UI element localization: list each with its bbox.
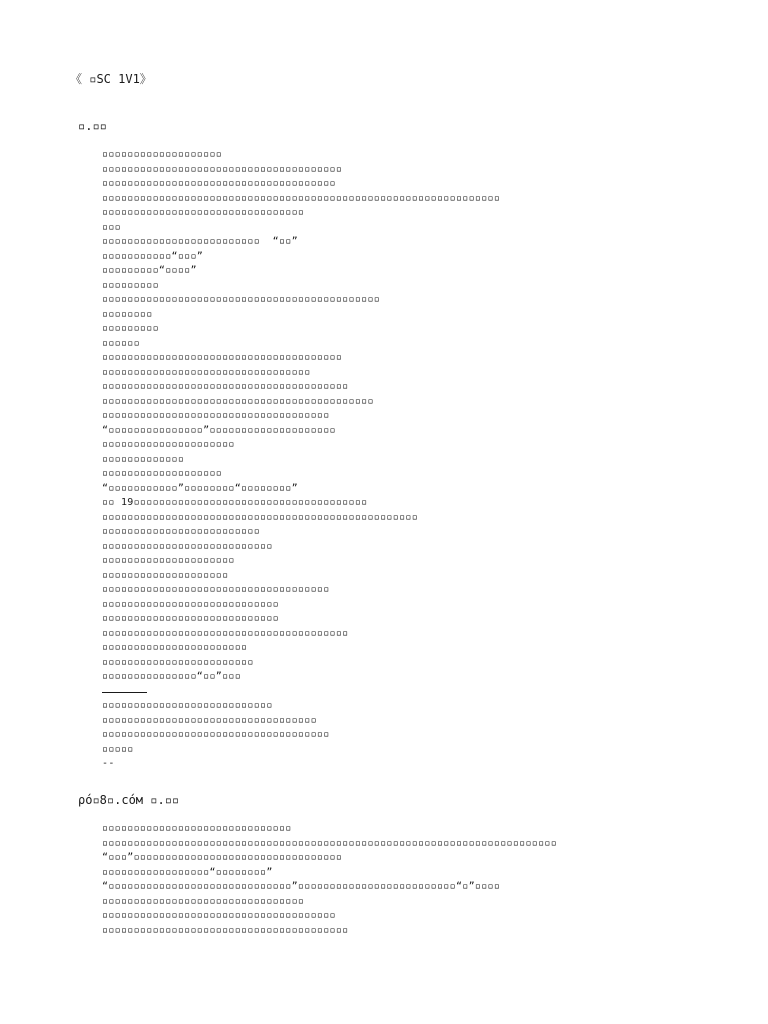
document-title: 《 ▫SC 1V1》 [70, 72, 152, 86]
section-2-line: ▫▫▫▫▫▫▫▫▫▫▫▫▫▫▫▫▫▫▫▫▫▫▫▫▫▫▫▫▫▫ [102, 823, 292, 834]
section-2-line: ▫▫▫▫▫▫▫▫▫▫▫▫▫▫▫▫▫▫▫▫▫▫▫▫▫▫▫▫▫▫▫▫▫▫▫▫▫▫▫ [102, 924, 349, 936]
section-1-line: ▫▫▫▫▫▫▫▫▫▫▫▫▫▫▫▫▫▫▫▫▫▫▫▫▫▫▫▫▫▫▫▫▫▫▫▫▫▫▫▫▫▫▫ [102, 395, 374, 407]
section-1-line: ▫▫▫▫▫▫▫▫▫ [102, 279, 159, 291]
section-1-tail-line: ▫▫▫▫▫▫▫▫▫▫▫▫▫▫▫▫▫▫▫▫▫▫▫▫▫▫▫▫▫▫▫▫▫▫▫▫ [102, 729, 330, 740]
section-2-line: “▫▫▫▫▫▫▫▫▫▫▫▫▫▫▫▫▫▫▫▫▫▫▫▫▫▫▫▫▫”▫▫▫▫▫▫▫▫▫▫▫▫▫▫▫▫▫▫▫▫▫▫▫▫▫“▫”▫▫▫▫ [102, 881, 501, 892]
section-1-line: ▫▫▫▫▫▫▫▫▫▫▫▫▫▫▫▫▫▫▫▫▫▫▫▫▫▫▫▫▫▫▫▫▫▫▫▫ [102, 584, 330, 595]
section-1-tail-line: ▫▫▫▫▫▫▫▫▫▫▫▫▫▫▫▫▫▫▫▫▫▫▫▫▫▫▫ [102, 700, 273, 711]
section-1-line: ▫▫▫▫▫▫▫▫ [102, 308, 153, 320]
section-1-line: ▫▫▫▫▫▫▫▫▫▫▫▫▫▫▫▫▫▫▫▫▫▫▫ [102, 642, 248, 653]
section-1-line: ▫▫▫▫▫▫▫▫▫▫▫▫▫▫▫▫▫▫▫▫▫▫▫▫▫▫▫▫▫▫▫▫ [102, 207, 305, 218]
section-1-line: “▫▫▫▫▫▫▫▫▫▫▫▫▫▫▫”▫▫▫▫▫▫▫▫▫▫▫▫▫▫▫▫▫▫▫▫ [102, 424, 336, 436]
section-1-line: ▫▫▫▫▫▫▫▫▫▫▫▫▫▫▫▫▫▫▫▫▫▫▫▫▫ “▫▫” [102, 236, 298, 247]
section-1-body [102, 148, 752, 772]
section-1-line: ▫▫▫▫▫▫▫▫▫▫▫▫▫ [102, 453, 185, 465]
divider-rule [102, 685, 752, 700]
section-1-line: ▫▫▫▫▫▫▫▫▫▫▫▫▫▫▫▫▫▫▫▫▫▫▫▫▫▫▫▫▫▫▫▫▫▫▫▫▫▫▫▫▫▫▫▫ [102, 294, 381, 305]
section-1-line: ▫▫▫▫▫▫ [102, 337, 140, 349]
section-1-line: ▫▫▫▫▫▫▫▫▫▫▫▫▫▫▫▫▫▫▫▫▫▫▫▫▫▫▫▫▫▫▫▫▫▫▫▫▫▫▫▫▫▫▫▫▫▫▫▫▫▫▫▫▫▫▫▫▫▫▫▫▫▫▫ [102, 192, 501, 204]
section-1-line: ▫▫▫▫▫▫▫▫▫▫▫▫▫▫▫▫▫▫▫▫▫▫▫▫ [102, 656, 254, 668]
section-1-line: ▫▫▫▫▫▫▫▫▫▫▫▫▫▫▫▫▫▫▫▫ [102, 569, 229, 581]
section-1-line: ▫▫▫▫▫▫▫▫▫▫▫“▫▫▫” [102, 250, 204, 262]
section-1-line: ▫▫▫▫▫▫▫▫▫“▫▫▫▫” [102, 265, 197, 276]
section-1-line: ▫▫▫▫▫▫▫▫▫▫▫▫▫▫▫▫▫▫▫▫▫▫▫▫▫▫▫▫▫▫▫▫▫▫▫▫▫▫▫ [102, 627, 349, 639]
section-2-body [102, 822, 752, 938]
section-1-tail-line: ▫▫▫▫▫▫▫▫▫▫▫▫▫▫▫▫▫▫▫▫▫▫▫▫▫▫▫▫▫▫▫▫▫▫ [102, 714, 317, 726]
section-1-line: ▫▫▫▫▫▫▫▫▫▫▫▫▫▫▫▫▫▫▫▫▫▫▫▫▫▫▫▫▫▫▫▫▫▫▫▫▫▫▫▫▫▫▫▫▫▫▫▫▫▫ [102, 511, 419, 523]
section-2-line: ▫▫▫▫▫▫▫▫▫▫▫▫▫▫▫▫▫“▫▫▫▫▫▫▫▫” [102, 866, 273, 878]
section-1-line: ▫▫▫▫▫▫▫▫▫▫▫▫▫▫▫▫▫▫▫ [102, 149, 223, 160]
section-1-line: ▫▫▫▫▫▫▫▫▫▫▫▫▫▫▫▫▫▫▫▫▫▫▫▫▫▫▫▫ [102, 613, 279, 624]
section-1-tail-line: ▫▫▫▫▫ [102, 743, 134, 755]
section-1-line: ▫▫▫▫▫▫▫▫▫▫▫▫▫▫▫▫▫▫▫▫▫ [102, 439, 235, 450]
section-1-line: ▫▫▫ [102, 221, 121, 233]
section-1-line: ▫▫ 19▫▫▫▫▫▫▫▫▫▫▫▫▫▫▫▫▫▫▫▫▫▫▫▫▫▫▫▫▫▫▫▫▫▫▫▫▫ [102, 497, 368, 508]
section-1-line: ▫▫▫▫▫▫▫▫▫▫▫▫▫▫▫▫▫▫▫▫▫▫▫▫▫▫▫▫▫▫▫▫▫▫▫▫▫ [102, 178, 336, 189]
section-1-line: ▫▫▫▫▫▫▫▫▫▫▫▫▫▫▫▫▫▫▫ [102, 468, 223, 479]
section-1-heading: ▫.▫▫ [78, 119, 107, 133]
section-1-line: ▫▫▫▫▫▫▫▫▫▫▫▫▫▫▫“▫▫”▫▫▫ [102, 671, 242, 682]
section-1-tail-line: -- [102, 758, 115, 769]
section-1-line: ▫▫▫▫▫▫▫▫▫▫▫▫▫▫▫▫▫▫▫▫▫▫▫▫▫▫▫▫▫▫▫▫▫▫▫▫▫▫▫ [102, 381, 349, 392]
section-1-line: ▫▫▫▫▫▫▫▫▫▫▫▫▫▫▫▫▫▫▫▫▫▫▫▫▫▫▫▫▫▫▫▫▫▫▫▫▫▫ [102, 352, 343, 363]
section-2-line: ▫▫▫▫▫▫▫▫▫▫▫▫▫▫▫▫▫▫▫▫▫▫▫▫▫▫▫▫▫▫▫▫▫▫▫▫▫▫▫▫▫▫▫▫▫▫▫▫▫▫▫▫▫▫▫▫▫▫▫▫▫▫▫▫▫▫▫▫▫▫▫▫ [102, 837, 558, 849]
section-2-line: “▫▫▫”▫▫▫▫▫▫▫▫▫▫▫▫▫▫▫▫▫▫▫▫▫▫▫▫▫▫▫▫▫▫▫▫▫ [102, 852, 343, 863]
section-1-line: ▫▫▫▫▫▫▫▫▫▫▫▫▫▫▫▫▫▫▫▫▫ [102, 555, 235, 566]
section-1-line: ▫▫▫▫▫▫▫▫▫▫▫▫▫▫▫▫▫▫▫▫▫▫▫▫▫▫▫▫▫▫▫▫▫ [102, 366, 311, 378]
section-1-line: “▫▫▫▫▫▫▫▫▫▫▫”▫▫▫▫▫▫▫▫“▫▫▫▫▫▫▫▫” [102, 482, 298, 494]
section-1-line: ▫▫▫▫▫▫▫▫▫▫▫▫▫▫▫▫▫▫▫▫▫▫▫▫▫▫▫▫▫▫▫▫▫▫▫▫ [102, 410, 330, 421]
section-1-line: ▫▫▫▫▫▫▫▫▫▫▫▫▫▫▫▫▫▫▫▫▫▫▫▫▫▫▫▫ [102, 598, 279, 610]
section-2-heading: ρó▫8▫.cóм ▫.▫▫ [78, 793, 180, 807]
section-1-line: ▫▫▫▫▫▫▫▫▫▫▫▫▫▫▫▫▫▫▫▫▫▫▫▫▫▫▫ [102, 540, 273, 552]
section-2-line: ▫▫▫▫▫▫▫▫▫▫▫▫▫▫▫▫▫▫▫▫▫▫▫▫▫▫▫▫▫▫▫▫▫▫▫▫▫ [102, 910, 336, 921]
section-1-line: ▫▫▫▫▫▫▫▫▫▫▫▫▫▫▫▫▫▫▫▫▫▫▫▫▫▫▫▫▫▫▫▫▫▫▫▫▫▫ [102, 163, 343, 175]
section-1-line: ▫▫▫▫▫▫▫▫▫▫▫▫▫▫▫▫▫▫▫▫▫▫▫▫▫ [102, 526, 261, 537]
section-1-line: ▫▫▫▫▫▫▫▫▫ [102, 323, 159, 334]
section-2-line: ▫▫▫▫▫▫▫▫▫▫▫▫▫▫▫▫▫▫▫▫▫▫▫▫▫▫▫▫▫▫▫▫ [102, 895, 305, 907]
